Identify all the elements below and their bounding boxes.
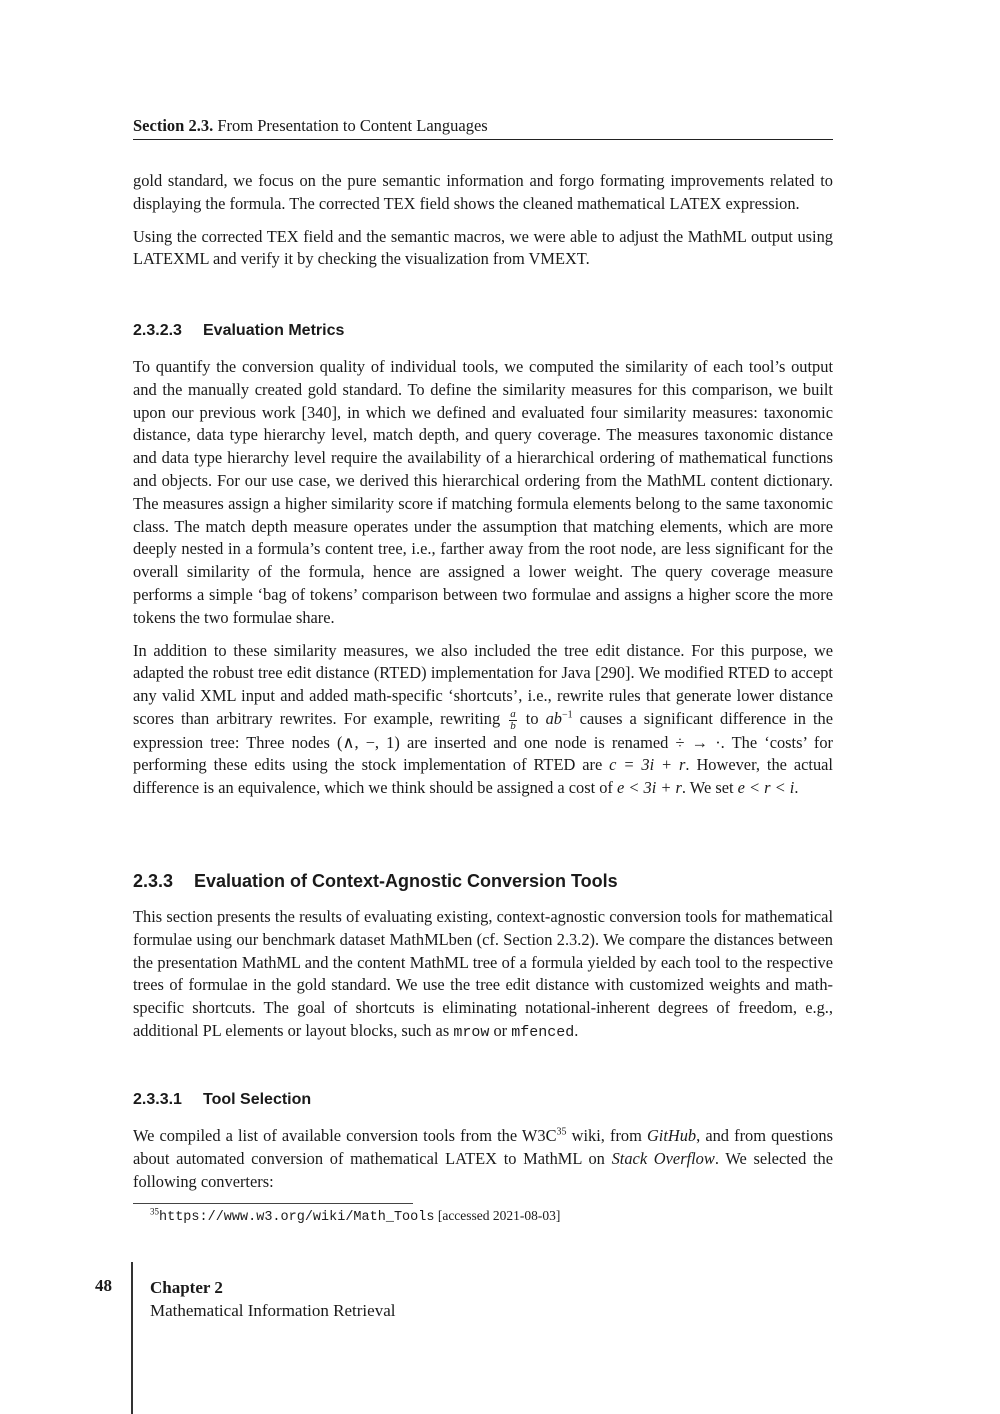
running-header [133, 116, 833, 140]
section-heading-233 [133, 871, 618, 892]
body-block-1 [133, 170, 833, 281]
page-number: 48 [95, 1276, 112, 1295]
fraction-a-over-b: $\frac{a}{b}$ [510, 707, 516, 732]
heading-number: 2.3.2.3 [133, 322, 182, 339]
heading-number: 2.3.3.1 [133, 1091, 182, 1108]
heading-number: 2.3.3 [133, 871, 174, 891]
footer-chapter [150, 1276, 395, 1322]
paragraph-5: This section presents the results of evaluating existing, context-agnostic conversion tools for mathematical formulae using our benchmark dataset MathMLben (cf. Section 2.3.2). We compare the distances between the presentation MathML and the content MathML tree of a formula yielded by each tool to the respective trees of formulae in the gold standard. We use the tree edit distance with customized weights and math-specific shortcuts. The goal of shortcuts is eliminating notational-inherent degrees of freedom, e.g., additional PL elements or layout blocks, such as mrow or mfenced. [133, 907, 833, 1041]
math-cost-expr: c = 3i + r [609, 755, 686, 775]
footnote-number: 35 [150, 1206, 159, 1217]
paragraph-1: gold standard, we focus on the pure semantic information and forgo formating improvements related to displaying the formula. The corrected TEX field shows the cleaned mathematical LATEX expression. [133, 171, 833, 213]
body-block-2 [133, 356, 833, 810]
footnote-url[interactable]: https://www.w3.org/wiki/Math_Tools [159, 1210, 435, 1225]
header-section-title: From Presentation to Content Languages [217, 116, 488, 135]
code-mrow: mrow [453, 1023, 490, 1041]
heading-title: Evaluation Metrics [203, 322, 345, 339]
paragraph-3: To quantify the conversion quality of individual tools, we computed the similarity of each tool’s output and the manually created gold standard. To define the similarity measures for this comparison, we built upon our previous work [340], in which we defined and evaluated four similarity measures: taxonomic distance, data type hierarchy level, match depth, and query coverage. The measures taxonomic distance and data type hierarchy level require the availability of a hierarchical ordering of mathematical functions and objects. For our use case, we derived this hierarchical ordering from the MathML content dictionary. The measures assign a higher similarity score if matching formula elements belong to the same taxonomic class. The match depth measure operates under the assumption that matching elements, which are more deeply nested in a formula’s content tree, i.e., farther away from the root node, are less significant for the overall similarity of the formula, hence are assigned a lower weight. The query coverage measure performs a simple ‘bag of tokens’ comparison between two formulae and assigns a higher score the more tokens the two formulae share. [133, 357, 833, 627]
heading-title: Tool Selection [203, 1091, 312, 1108]
footnote-divider [133, 1203, 413, 1204]
paragraph-4: In addition to these similarity measures, we also included the tree edit distance. For this purpose, we adapted the robust tree edit distance (RTED) implementation for Java [290]. We modified RTED to accept any valid XML input and added math-specific ‘shortcuts’, i.e., rewrite rules that generate lower distance scores than arbitrary rewrites. For example, rewriting $\frac{a}{b}$ to $ab^{-1}$ causes a significant difference in the expression tree: Three nodes (∧, −, 1) are inserted and one node is renamed ÷ → ·. The ‘costs’ for performing these edits using the stock implementation of RTED are c = 3i + r. However, the actual difference is an equivalence, which we think should be assigned a cost of e < 3i + r. We set e < r < i. [133, 640, 834, 798]
subsection-heading-2323 [133, 322, 344, 340]
footnote-35 [150, 1208, 560, 1225]
body-block-3 [133, 906, 833, 1055]
code-mfenced: mfenced [511, 1023, 575, 1041]
header-section-label: Section 2.3. [133, 116, 214, 135]
footnote-accessed: [accessed 2021-08-03] [434, 1208, 561, 1223]
footer-chapter-label: Chapter 2 [150, 1278, 223, 1297]
footer-chapter-title: Mathematical Information Retrieval [150, 1301, 396, 1320]
footer-vertical-rule [131, 1262, 133, 1414]
body-block-4 [133, 1125, 833, 1203]
subsection-heading-2331 [133, 1091, 311, 1109]
paragraph-6: We compiled a list of available conversion tools from the $W3C^{35}$ wiki, from GitHub, and from questions about automated conversion of mathematical LATEX to MathML on Stack Overflow. We selected the following converters: [133, 1126, 833, 1191]
heading-title: Evaluation of Context-Agnostic Conversion Tools [194, 871, 618, 891]
paragraph-2: Using the corrected TEX field and the semantic macros, we were able to adjust the MathML output using LATEXML and verify it by checking the visualization from VMEXT. [133, 226, 833, 269]
footnote-marker[interactable]: 35 [556, 1126, 567, 1138]
